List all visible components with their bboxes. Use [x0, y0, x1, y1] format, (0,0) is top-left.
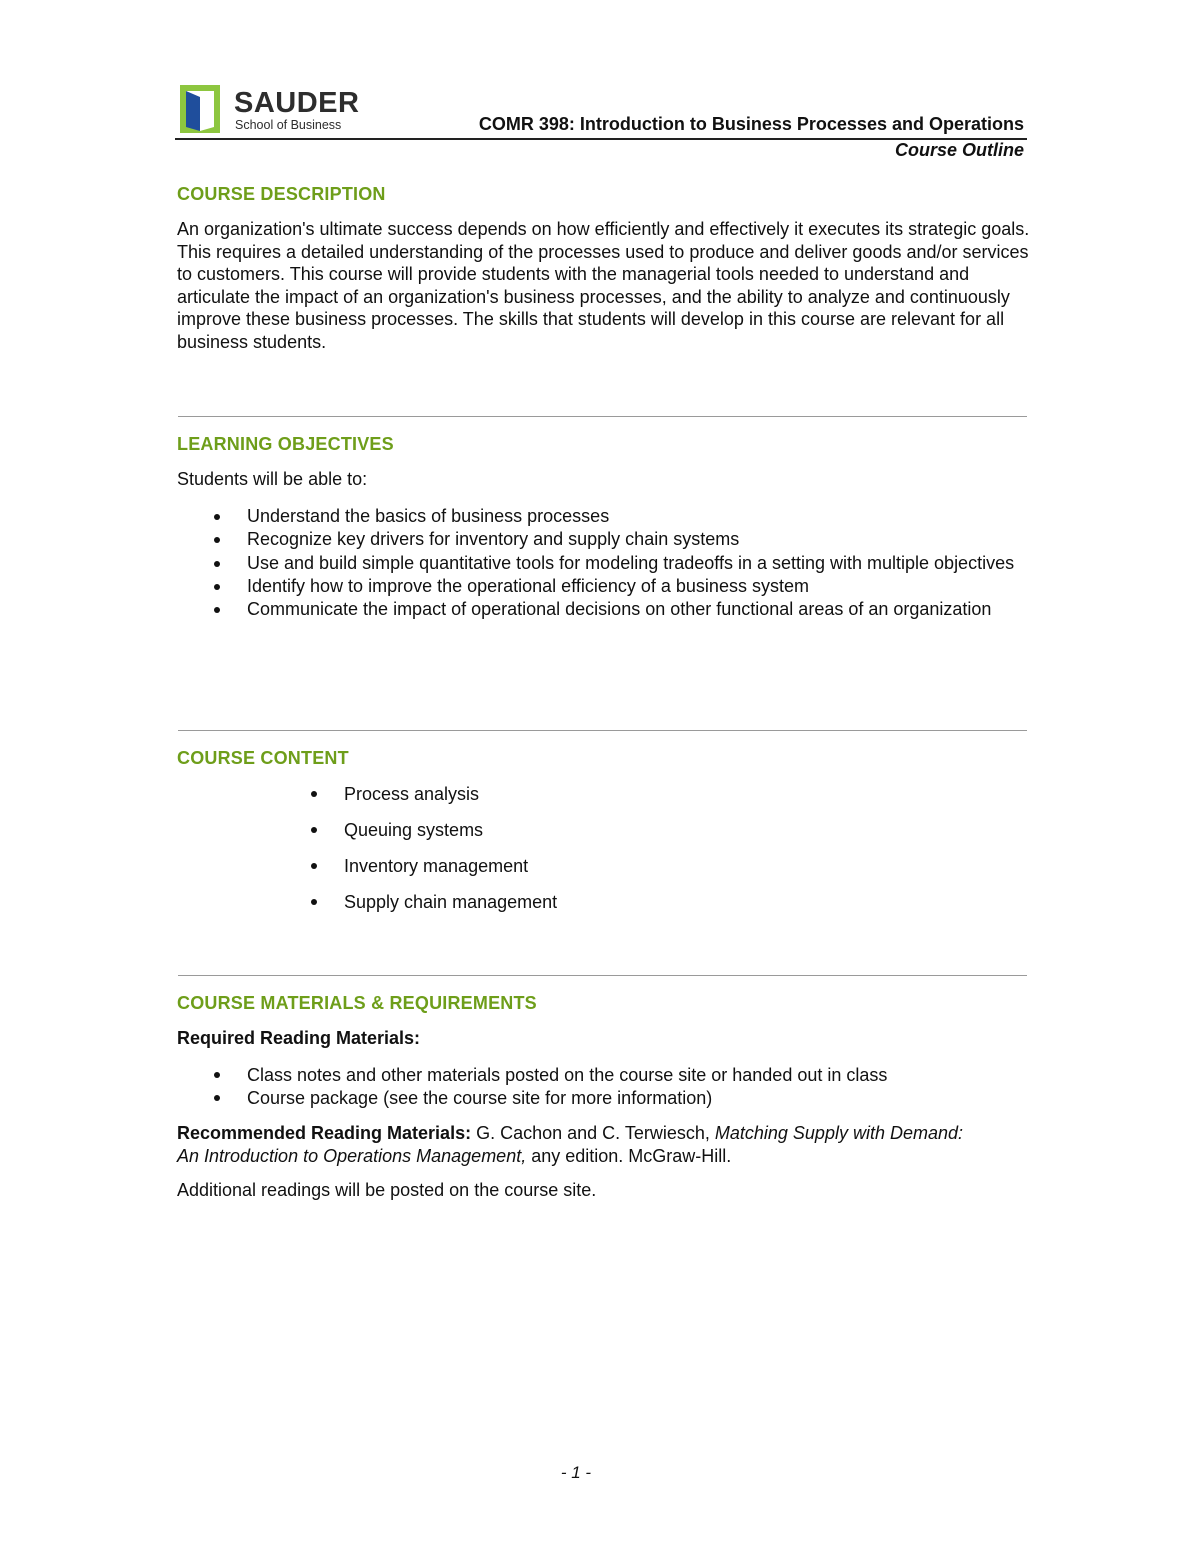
bullet-icon — [214, 607, 220, 613]
additional-readings-note: Additional readings will be posted on the course site. — [177, 1180, 597, 1200]
list-item — [247, 505, 1017, 528]
bullet-icon — [214, 1072, 220, 1078]
bullet-icon — [311, 827, 317, 833]
list-item — [247, 598, 1017, 621]
page-number: - 1 - — [560, 1463, 592, 1482]
bullet-icon — [214, 584, 220, 590]
learning-objectives-heading: LEARNING OBJECTIVES — [177, 434, 394, 454]
recommended-reading-title: Matching Supply with Demand: An Introduction to Operations Management, — [177, 1123, 963, 1166]
bullet-icon — [214, 561, 220, 567]
course-description-heading: COURSE DESCRIPTION — [177, 184, 386, 204]
list-item — [247, 575, 1017, 598]
recommended-reading-publisher: any edition. McGraw-Hill. — [526, 1145, 732, 1166]
bullet-icon — [214, 514, 220, 520]
list-item-text: Supply chain management — [344, 892, 558, 912]
sauder-logo — [180, 83, 370, 135]
required-reading-label: Required Reading Materials: — [177, 1028, 421, 1048]
bullet-icon — [311, 899, 317, 905]
list-item-text: Use and build simple quantitative tools for modeling tradeoffs in a setting with multiple objectives — [247, 552, 1015, 573]
section-divider — [178, 416, 1027, 417]
course-description-text: An organization's ultimate success depends on how efficiently and effectively it executes its strategic goals. This requires a detailed understanding of the processes used to produce and deliver goods and/or services to customers. This course will provide students with the managerial tools needed to understand and articulate the impact of an organization's business processes, and the ability to analyze and continuously improve these business processes. The skills that students will develop in this course are relevant for all business students. — [177, 219, 1030, 352]
bullet-icon — [214, 1095, 220, 1101]
list-item — [344, 819, 844, 855]
logo-name: SAUDER — [234, 87, 360, 119]
list-item-text: Class notes and other materials posted on the course site or handed out in class — [247, 1065, 888, 1085]
list-item — [247, 1064, 1017, 1087]
recommended-reading-label: Recommended Reading Materials: — [177, 1123, 472, 1143]
learning-objectives-intro: Students will be able to: — [177, 469, 368, 489]
learning-objectives-list — [247, 505, 1017, 621]
course-materials-heading: COURSE MATERIALS & REQUIREMENTS — [177, 993, 537, 1013]
recommended-reading-authors: G. Cachon and C. Terwiesch, — [471, 1123, 715, 1143]
sauder-logo-mark-icon — [180, 83, 224, 135]
course-content-heading: COURSE CONTENT — [177, 748, 349, 768]
recommended-reading — [177, 1122, 967, 1167]
list-item — [344, 855, 844, 891]
list-item — [247, 528, 1017, 551]
list-item — [344, 783, 844, 819]
list-item-text: Course package (see the course site for more information) — [247, 1087, 713, 1108]
list-item — [247, 1087, 1017, 1110]
list-item-text: Process analysis — [344, 784, 480, 804]
course-content-list — [344, 783, 844, 927]
logo-subtitle: School of Business — [235, 118, 342, 132]
list-item — [344, 891, 844, 927]
list-item — [247, 552, 1017, 575]
list-item-text: Inventory management — [344, 856, 529, 876]
course-subtitle: Course Outline — [894, 140, 1024, 160]
list-item-text: Recognize key drivers for inventory and supply chain systems — [247, 529, 740, 550]
course-title: COMR 398: Introduction to Business Processes and Operations — [478, 114, 1024, 134]
required-reading-list — [247, 1064, 1017, 1109]
list-item-text: Queuing systems — [344, 820, 484, 840]
bullet-icon — [214, 537, 220, 543]
list-item-text: Communicate the impact of operational decisions on other functional areas of an organization — [247, 599, 992, 620]
bullet-icon — [311, 791, 317, 797]
bullet-icon — [311, 863, 317, 869]
list-item-text: Understand the basics of business processes — [247, 506, 610, 526]
section-divider — [178, 975, 1027, 976]
section-divider — [178, 730, 1027, 731]
list-item-text: Identify how to improve the operational efficiency of a business system — [247, 575, 809, 596]
